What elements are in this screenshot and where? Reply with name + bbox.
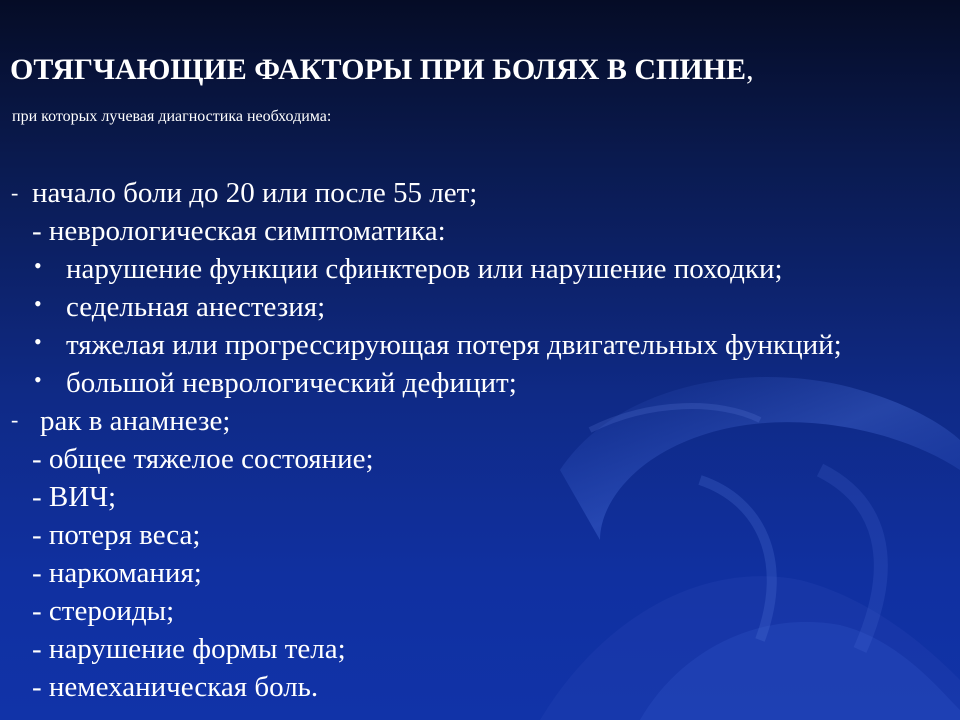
slide-title — [10, 53, 754, 87]
list-dash-mark: - — [11, 180, 19, 205]
bullet-icon: • — [34, 329, 42, 354]
bullet-icon: • — [34, 367, 42, 392]
list-subitem: седельная анестезия; — [66, 291, 326, 323]
list-item: - стероиды; — [32, 595, 175, 627]
bullet-icon: • — [34, 291, 42, 316]
list-item: - потеря веса; — [32, 519, 201, 551]
list-item: - ВИЧ; — [32, 481, 117, 513]
list-item: - неврологическая симптоматика: — [32, 215, 446, 247]
bullet-icon: • — [34, 253, 42, 278]
slide-subtitle: при которых лучевая диагностика необходима: — [12, 108, 332, 125]
slide-title-suffix: , — [746, 53, 754, 86]
list-subitem: большой неврологический дефицит; — [66, 367, 517, 399]
list-item: рак в анамнезе; — [40, 405, 231, 437]
list-item: - общее тяжелое состояние; — [32, 443, 374, 475]
list-subitem: нарушение функции сфинктеров или нарушение походки; — [66, 253, 783, 285]
list-subitem: тяжелая или прогрессирующая потеря двигательных функций; — [66, 329, 842, 361]
list-dash-mark: - — [11, 407, 19, 432]
list-item: начало боли до 20 или после 55 лет; — [32, 177, 478, 209]
slide-title-bold: ОТЯГЧАЮЩИЕ ФАКТОРЫ ПРИ БОЛЯХ В СПИНЕ — [10, 53, 747, 86]
list-item: - нарушение формы тела; — [32, 633, 346, 665]
list-item: - наркомания; — [32, 557, 202, 589]
list-item: - немеханическая боль. — [32, 671, 319, 703]
